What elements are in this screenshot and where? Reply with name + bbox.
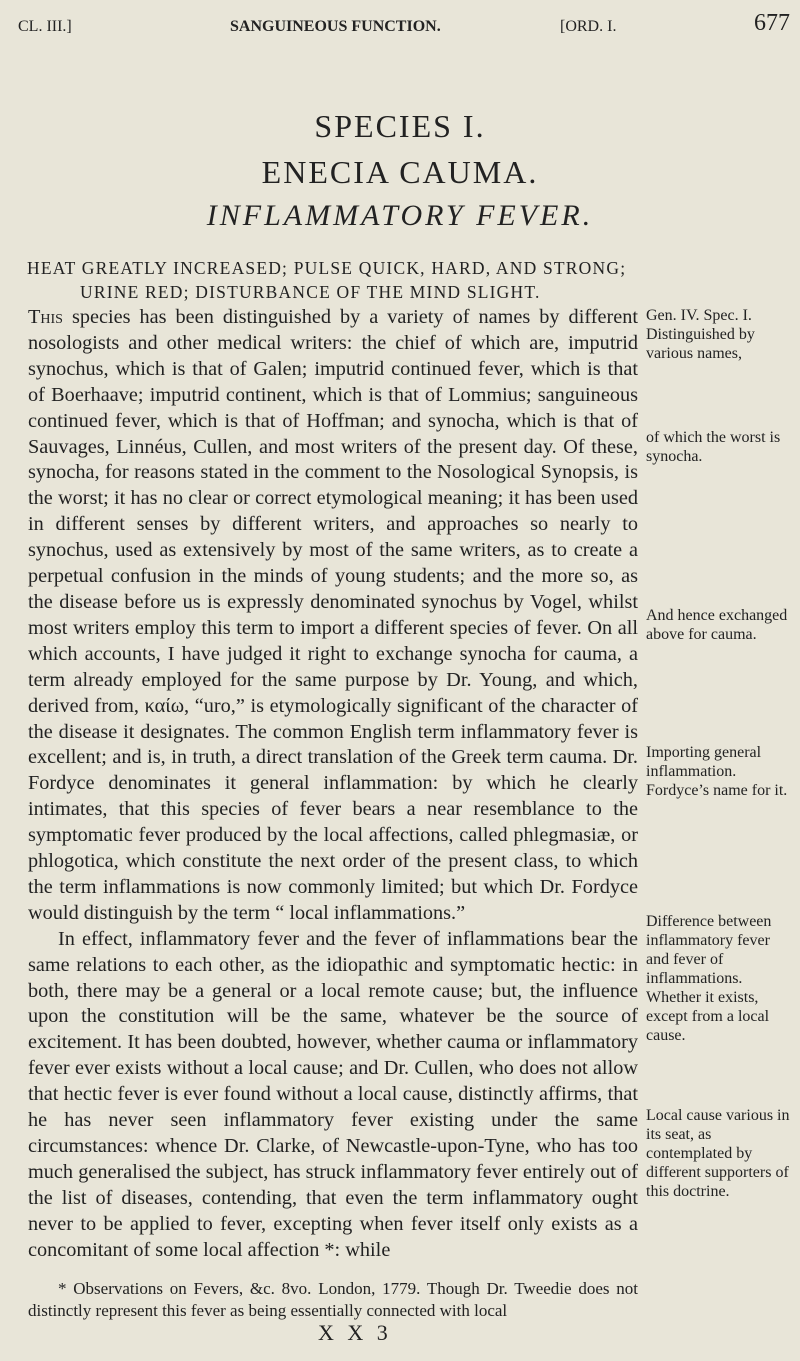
sidenote-local-cause: Local cause various in its seat, as contemplated by different supporters of this doctrine.	[646, 1107, 790, 1200]
footnote	[28, 1278, 638, 1322]
page-number: 677	[754, 10, 790, 36]
footnote-text: * Observations on Fevers, &c. 8vo. London, 1779. Though Dr. Tweedie does not distinctly represent this fever as being essentially connected with local	[28, 1279, 638, 1320]
paragraph-2: In effect, inflammatory fever and the fever of inflammations bear the same relations to each other, as the idiopathic and symptomatic hectic: in both, there may be a general or a local remote cause; but, the influence upon the constitution will be the same, whatever be the source of excitement. It has been doubted, however, whether cauma or inflammatory fever ever exists without a local cause; and Dr. Cullen, who does not allow that hectic fever is ever found without a local cause, distinctly affirms, that he has never seen inflammatory fever existing under the same circumstances: whence Dr. Clarke, of Newcastle-upon-Tyne, who has too much generalised the subject, has struck inflammatory fever entirely out of the list of diseases, contending, that even the term inflammatory ought never to be applied to fever, excepting when fever itself only exists as a concomitant of some local affection *: while	[28, 927, 638, 1261]
sidenote-gen: Gen. IV. Spec. I. Distinguished by various names,	[646, 307, 755, 362]
character-line-1: HEAT GREATLY INCREASED; PULSE QUICK, HARD, AND STRONG;	[27, 258, 627, 278]
order-label: [ORD. I.	[560, 18, 617, 35]
species-english-name: INFLAMMATORY FEVER.	[206, 199, 594, 232]
main-text	[28, 305, 638, 1264]
sidenote-hence: And hence exchanged above for cauma.	[646, 607, 788, 643]
running-title: SANGUINEOUS FUNCTION.	[230, 18, 441, 35]
paragraph-1	[28, 305, 638, 927]
paragraph-1-text: species has been distinguished by a variety of names by different nosologists and other medical writers: the chief of which are, imputrid synochus, which is that of Galen; imputrid continued fever, which is that of Boerhaave; imputrid continent, which is that of Lommius; sanguineous continued fever, which is that of Hoffman; and synocha, which is that of Sauvages, Linnéus, Cullen, and most writers of the present day. Of these, synocha, for reasons stated in the comment to the Nosological Synopsis, is the worst; it has no clear or correct etymological meaning; it has been used in different senses by different writers, and approaches so nearly to synochus, used as extensively by most of the same writers, as to create a perpetual confusion in the minds of young students; and the more so, as the disease before us is expressly denominated synochus by Vogel, whilst most writers employ this term to import a different species of fever. On all which accounts, I have judged it right to exchange synocha for cauma, a term already employed for the same purpose by Dr. Young, and which, derived from, καίω, “uro,” is etymologically significant of the character of the disease it designates. The common English term inflammatory fever is excellent; and is, in truth, a direct translation of the Greek term cauma. Dr. Fordyce denominates it general inflammation: by which he clearly intimates, that this species of fever bears a near resemblance to the symptomatic fever produced by the local affections, called phlegmasiæ, or phlogotica, which constitute the next order of the present class, to which the term inflammations is now commonly limited; but which Dr. Fordyce would distinguish by the term “ local inflammations.”	[28, 306, 638, 924]
character-line-2: URINE RED; DISTURBANCE OF THE MIND SLIGHT.	[80, 282, 541, 302]
species-latin-name: ENECIA CAUMA.	[261, 154, 539, 190]
sidenote-worst: of which the worst is synocha.	[646, 429, 781, 465]
paragraph-lead: This	[28, 306, 63, 328]
class-label: CL. III.]	[18, 18, 72, 35]
sidenote-importing: Importing general inflammation. Fordyce’s name for it.	[646, 744, 788, 799]
species-heading: SPECIES I.	[314, 108, 486, 144]
sidenote-difference: Difference between inflammatory fever and fever of inflammations. Whether it exists, except from a local cause.	[646, 913, 772, 1044]
signature-mark: X X 3	[318, 1320, 392, 1345]
